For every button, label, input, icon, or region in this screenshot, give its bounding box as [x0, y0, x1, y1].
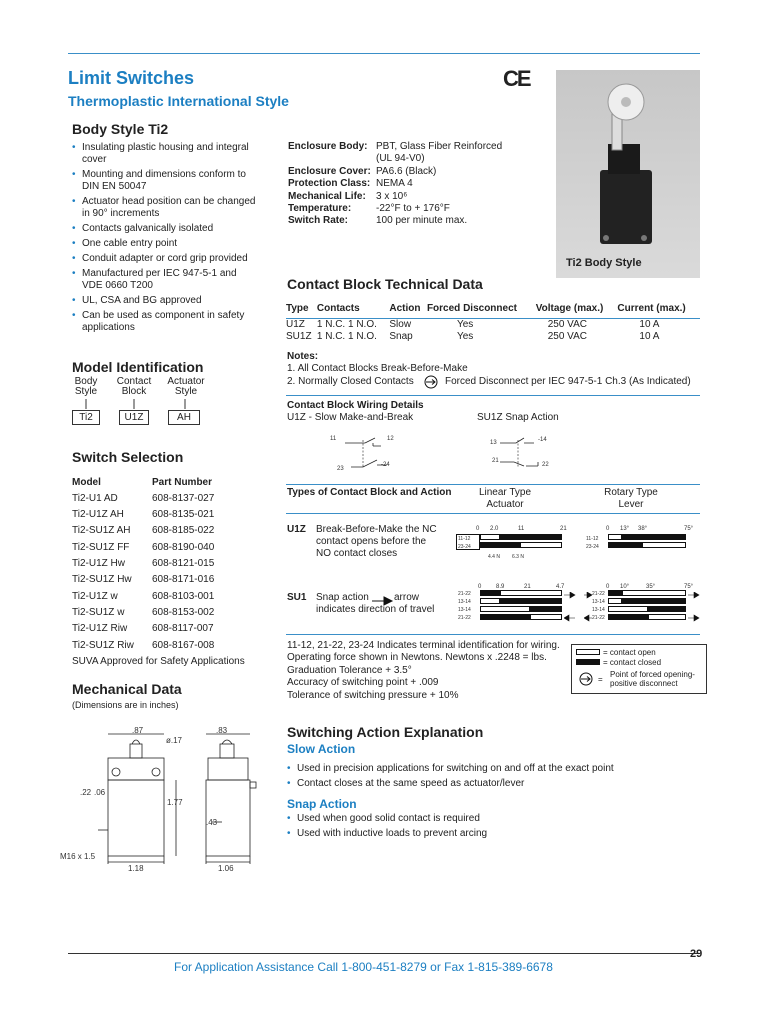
- part-cell: 608-8185-022: [152, 525, 215, 536]
- table-cell: 1 N.C. 1 N.O.: [316, 319, 377, 330]
- table-row: [286, 331, 700, 343]
- tick-label: 8.9: [496, 584, 505, 590]
- terminal-id: 13-14: [592, 607, 605, 613]
- contact-open-cell: [608, 606, 648, 612]
- model-cell: Ti2-SU1Z Hw: [72, 574, 132, 585]
- terminal-label: 13: [490, 440, 497, 446]
- list-item: • Insulating plastic housing and integral cover: [72, 142, 257, 166]
- terminal-id: 21-22: [592, 591, 605, 597]
- table-header-row: [286, 303, 700, 319]
- specs-list: [288, 141, 502, 228]
- terminal-label: 23: [337, 466, 344, 472]
- body-style-list: [72, 142, 257, 337]
- terminal-id: 21-22: [592, 615, 605, 621]
- su1-code: SU1: [287, 592, 307, 603]
- part-cell: 608-8167-008: [152, 640, 215, 651]
- table-cell: 250 VAC: [547, 331, 588, 342]
- column-header: Part Number: [152, 477, 213, 488]
- forced-disconnect-icon: [423, 375, 439, 394]
- contact-open-cell: [608, 598, 622, 604]
- page-title: Limit Switches: [68, 68, 195, 88]
- terminal-label: 21: [492, 458, 499, 464]
- part-cell: 608-8121-015: [152, 558, 215, 569]
- mechanical-subheading: (Dimensions are in inches): [72, 700, 179, 710]
- table-row: [72, 640, 272, 651]
- snap-action-list: [287, 813, 697, 843]
- tolerance-line: 11-12, 21-22, 23-24 Indicates terminal identification for wiring.: [287, 640, 560, 651]
- contact-open-cell: [520, 542, 562, 548]
- mechanical-heading: Mechanical Data: [72, 681, 182, 697]
- wiring-su1z-label: SU1Z Snap Action: [477, 412, 559, 423]
- legend-open-label: = contact open: [603, 648, 656, 657]
- mechanical-drawing: [60, 722, 280, 878]
- terminal-label: 11: [330, 436, 337, 442]
- section-rule: [286, 484, 700, 485]
- terminal-label: -14: [538, 437, 547, 443]
- dimension-label: ø.17: [166, 736, 183, 745]
- table-cell: SU1Z: [286, 331, 312, 342]
- slow-action-heading: Slow Action: [287, 742, 356, 756]
- tolerances-list: [287, 640, 577, 702]
- contact-block-heading: Contact Block Technical Data: [287, 276, 483, 292]
- u1z-description: Break-Before-Make the NC contact opens before the NO contact closes: [316, 524, 437, 559]
- part-cell: 608-8135-021: [152, 509, 215, 520]
- switching-heading: Switching Action Explanation: [287, 724, 484, 740]
- tick-label: 13°: [620, 526, 630, 532]
- list-item: • Manufactured per IEC 947-5-1 and VDE 0660 T200: [72, 268, 257, 292]
- ce-mark-logo: CE: [503, 66, 530, 91]
- table-cell: Yes: [456, 319, 474, 330]
- column-header: Model: [72, 477, 101, 488]
- page-number: 29: [690, 948, 703, 960]
- section-rule: [286, 513, 700, 514]
- table-row: [286, 319, 700, 332]
- tolerance-line: Accuracy of switching point + .009: [287, 677, 439, 689]
- linear-type-label: Linear Type Actuator: [478, 487, 532, 510]
- column-header: Voltage (max.): [536, 303, 618, 319]
- table-row: [72, 542, 272, 553]
- model-id-heading: Model Identification: [72, 359, 204, 375]
- contact-open-cell: [648, 614, 686, 620]
- travel-arrow-icon: [584, 592, 592, 622]
- contact-closed-cell: [530, 606, 562, 612]
- contact-closed-cell: [608, 542, 642, 548]
- part-cell: 608-8171-016: [152, 574, 215, 585]
- contact-open-cell: [480, 598, 500, 604]
- contact-closed-cell: [608, 590, 622, 596]
- tick-label: 0: [478, 584, 482, 590]
- list-item: • Actuator head position can be changed in 90° increments: [72, 196, 257, 220]
- contact-closed-cell: [480, 542, 520, 548]
- contact-block-table: [286, 303, 700, 343]
- terminal-id: 13-14: [458, 607, 471, 613]
- tolerance-line: Graduation Tolerance + 3.5°: [287, 664, 412, 676]
- dimension-label: 1.18: [128, 864, 144, 873]
- note-1: 1. All Contact Blocks Break-Before-Make: [287, 363, 468, 374]
- rotary-type-label: Rotary Type Lever: [604, 487, 658, 510]
- tick-label: 10°: [620, 584, 630, 590]
- spec-value: 100 per minute max.: [376, 215, 468, 227]
- legend-forced-label: Point of forced opening-positive disconnect: [610, 670, 695, 688]
- list-item: • Can be used as component in safety applications: [72, 310, 257, 334]
- wiring-u1z-label: U1Z - Slow Make-and-Break: [287, 412, 414, 423]
- footer-rule: [68, 953, 700, 954]
- switch-selection-header: [72, 477, 272, 488]
- force-label: 6.3 N: [512, 554, 524, 560]
- legend-open-swatch: [576, 649, 600, 655]
- table-row: [72, 574, 272, 585]
- table-row: [72, 493, 272, 504]
- model-id-label: Body Style: [74, 376, 98, 397]
- table-cell: 250 VAC: [547, 319, 588, 330]
- slow-action-list: [287, 763, 697, 793]
- terminal-id: 21-22: [458, 615, 471, 621]
- dimension-label: .83: [216, 726, 228, 735]
- list-item: • Conduit adapter or cord grip provided: [72, 253, 257, 265]
- types-heading: Types of Contact Block and Action: [287, 487, 452, 498]
- spec-key: Protection Class:: [288, 178, 371, 190]
- terminal-id: 23-24: [458, 544, 471, 550]
- spec-key: Enclosure Cover:: [288, 165, 371, 177]
- travel-arrow-icon: [688, 592, 700, 622]
- contact-closed-cell: [500, 598, 562, 604]
- suva-note: SUVA Approved for Safety Applications: [72, 656, 245, 667]
- legend-forced-eq: =: [598, 675, 603, 684]
- column-header: Forced Disconnect: [427, 303, 536, 319]
- terminal-id: 21-22: [458, 591, 471, 597]
- top-rule: [68, 53, 700, 54]
- wiring-heading: Contact Block Wiring Details: [287, 400, 424, 411]
- tick-label: 2.0: [490, 526, 499, 532]
- model-id-label: Contact Block: [116, 376, 152, 397]
- spec-value: NEMA 4: [376, 178, 413, 190]
- tick-label: 4.7: [556, 584, 565, 590]
- contact-closed-cell: [622, 534, 686, 540]
- table-row: [72, 623, 272, 634]
- tick-label: 35°: [646, 584, 656, 590]
- table-cell: Slow: [389, 319, 412, 330]
- note-2-b: Forced Disconnect per IEC 947-5-1 Ch.3 (As Indicated): [445, 376, 691, 387]
- model-cell: Ti2-SU1Z w: [72, 607, 125, 618]
- tick-label: 0: [606, 526, 610, 532]
- contact-closed-cell: [480, 614, 530, 620]
- travel-arrow-icon: [564, 592, 576, 622]
- spec-value: PA6.6 (Black): [376, 165, 437, 177]
- su1-linear-diagram: [456, 584, 576, 626]
- list-item: • Mounting and dimensions conform to DIN EN 50047: [72, 169, 257, 193]
- contact-open-cell: [480, 534, 500, 540]
- tick-label: 75°: [684, 584, 694, 590]
- terminal-id: 13-14: [458, 599, 471, 605]
- su1-description-b: arrow indicates direction of travel: [316, 592, 435, 615]
- table-row: [72, 607, 272, 618]
- terminal-label: 22: [542, 462, 549, 468]
- contact-open-cell: [642, 542, 686, 548]
- section-rule: [286, 634, 700, 635]
- tick-label: 21: [560, 526, 567, 532]
- note-2-a: 2. Normally Closed Contacts: [287, 376, 414, 387]
- u1z-rotary-diagram: [584, 526, 696, 558]
- spec-value: (UL 94-V0): [376, 153, 425, 165]
- dimension-label: 1.77: [167, 798, 183, 807]
- table-row: [72, 591, 272, 602]
- force-label: 4.4 N: [488, 554, 500, 560]
- table-cell: 10 A: [639, 331, 660, 342]
- body-style-heading: Body Style Ti2: [72, 121, 169, 137]
- table-row: [72, 509, 272, 520]
- dimension-label: M16 x 1.5: [60, 852, 96, 861]
- legend-closed-swatch: [576, 659, 600, 665]
- model-cell: Ti2-U1 AD: [72, 493, 118, 504]
- tick-label: 11: [518, 526, 525, 532]
- terminal-label: 12: [387, 436, 394, 442]
- table-cell: Snap: [389, 331, 413, 342]
- spec-key: Temperature:: [288, 203, 352, 215]
- u1z-wiring-diagram: [325, 432, 415, 477]
- column-header: Current (max.): [617, 303, 700, 319]
- tolerance-line: Operating force shown in Newtons. Newtons x .2248 = lbs.: [287, 652, 547, 664]
- spec-key: Switch Rate:: [288, 215, 349, 227]
- part-cell: 608-8153-002: [152, 607, 215, 618]
- su1-description-a: Snap action: [316, 592, 369, 603]
- su1z-wiring-diagram: [488, 432, 568, 477]
- contact-closed-cell: [500, 534, 562, 540]
- model-cell: Ti2-SU1Z AH: [72, 525, 131, 536]
- su1-rotary-diagram: [584, 584, 704, 626]
- column-header: Contacts: [317, 303, 390, 319]
- list-item: • Used in precision applications for switching on and off at the exact point: [287, 763, 697, 775]
- terminal-id: 13-14: [592, 599, 605, 605]
- part-cell: 608-8190-040: [152, 542, 215, 553]
- list-item: • Used when good solid contact is required: [287, 813, 697, 825]
- table-row: [72, 558, 272, 569]
- page-subtitle: Thermoplastic International Style: [68, 93, 289, 109]
- contact-open-cell: [530, 614, 562, 620]
- table-cell: U1Z: [286, 319, 305, 330]
- tick-label: 21: [524, 584, 531, 590]
- contact-open-cell: [608, 534, 622, 540]
- model-cell: Ti2-U1Z Hw: [72, 558, 125, 569]
- notes-label: Notes:: [287, 351, 319, 362]
- dimension-label: .06: [94, 788, 106, 797]
- model-id-label: Actuator Style: [167, 376, 205, 397]
- terminal-label: -24: [381, 462, 390, 468]
- contact-closed-cell: [648, 606, 686, 612]
- terminal-id: 11-12: [586, 536, 599, 542]
- model-id-value: U1Z: [119, 410, 149, 425]
- spec-value: -22°F to + 176°F: [376, 203, 450, 215]
- dimension-label: 1.06: [218, 864, 234, 873]
- table-cell: 10 A: [639, 319, 660, 330]
- model-cell: Ti2-U1Z AH: [72, 509, 124, 520]
- spec-key: [288, 153, 376, 165]
- photo-caption: Ti2 Body Style: [566, 257, 642, 269]
- model-cell: Ti2-SU1Z Riw: [72, 640, 134, 651]
- table-cell: 1 N.C. 1 N.O.: [316, 331, 377, 342]
- dimension-label: .87: [132, 726, 144, 735]
- model-cell: Ti2-U1Z w: [72, 591, 118, 602]
- contact-open-cell: [500, 590, 562, 596]
- u1z-code: U1Z: [287, 524, 306, 535]
- contact-open-cell: [622, 590, 686, 596]
- contact-open-cell: [480, 606, 530, 612]
- tolerance-line: Tolerance of switching pressure + 10%: [287, 689, 459, 701]
- table-row: [72, 525, 272, 536]
- contact-closed-cell: [622, 598, 686, 604]
- spec-key: Enclosure Body:: [288, 141, 368, 152]
- list-item: • UL, CSA and BG approved: [72, 295, 257, 307]
- terminal-id: 11-12: [458, 536, 471, 542]
- part-cell: 608-8137-027: [152, 493, 215, 504]
- terminal-id: 23-24: [586, 544, 599, 550]
- column-header: Type: [286, 303, 317, 319]
- part-cell: 608-8117-007: [152, 623, 214, 634]
- model-id-value: Ti2: [72, 410, 100, 425]
- part-cell: 608-8103-001: [152, 591, 215, 602]
- model-id-value: AH: [168, 410, 200, 425]
- legend-closed-label: = contact closed: [603, 658, 662, 667]
- table-cell: Yes: [456, 331, 474, 342]
- model-cell: Ti2-SU1Z FF: [72, 542, 130, 553]
- forced-disconnect-icon: [578, 672, 594, 688]
- column-header: Action: [389, 303, 427, 319]
- tick-label: 75°: [684, 526, 694, 532]
- section-rule: [286, 395, 700, 396]
- tick-label: 38°: [638, 526, 648, 532]
- snap-action-heading: Snap Action: [287, 797, 357, 811]
- list-item: • Contacts galvanically isolated: [72, 223, 257, 235]
- tick-label: 0: [476, 526, 480, 532]
- timing-frame: [456, 534, 480, 550]
- product-photo: [556, 70, 700, 278]
- footer-contact: For Application Assistance Call 1-800-451-8279 or Fax 1-815-389-6678: [174, 960, 553, 974]
- contact-closed-cell: [608, 614, 648, 620]
- dimension-label: .22: [80, 788, 92, 797]
- list-item: • Used with inductive loads to prevent arcing: [287, 828, 697, 840]
- legend-box: [571, 644, 707, 694]
- dimension-label: .43: [206, 818, 218, 827]
- list-item: • One cable entry point: [72, 238, 257, 250]
- switch-selection-heading: Switch Selection: [72, 449, 184, 465]
- list-item: • Contact closes at the same speed as actuator/lever: [287, 778, 697, 790]
- model-cell: Ti2-U1Z Riw: [72, 623, 128, 634]
- spec-value: 3 x 10⁶: [376, 190, 408, 202]
- spec-value: PBT, Glass Fiber Reinforced: [376, 141, 503, 152]
- spec-key: Mechanical Life:: [288, 190, 366, 202]
- u1z-linear-diagram: [456, 526, 571, 568]
- tick-label: 0: [606, 584, 610, 590]
- contact-closed-cell: [480, 590, 500, 596]
- model-id-connectors: [68, 397, 218, 411]
